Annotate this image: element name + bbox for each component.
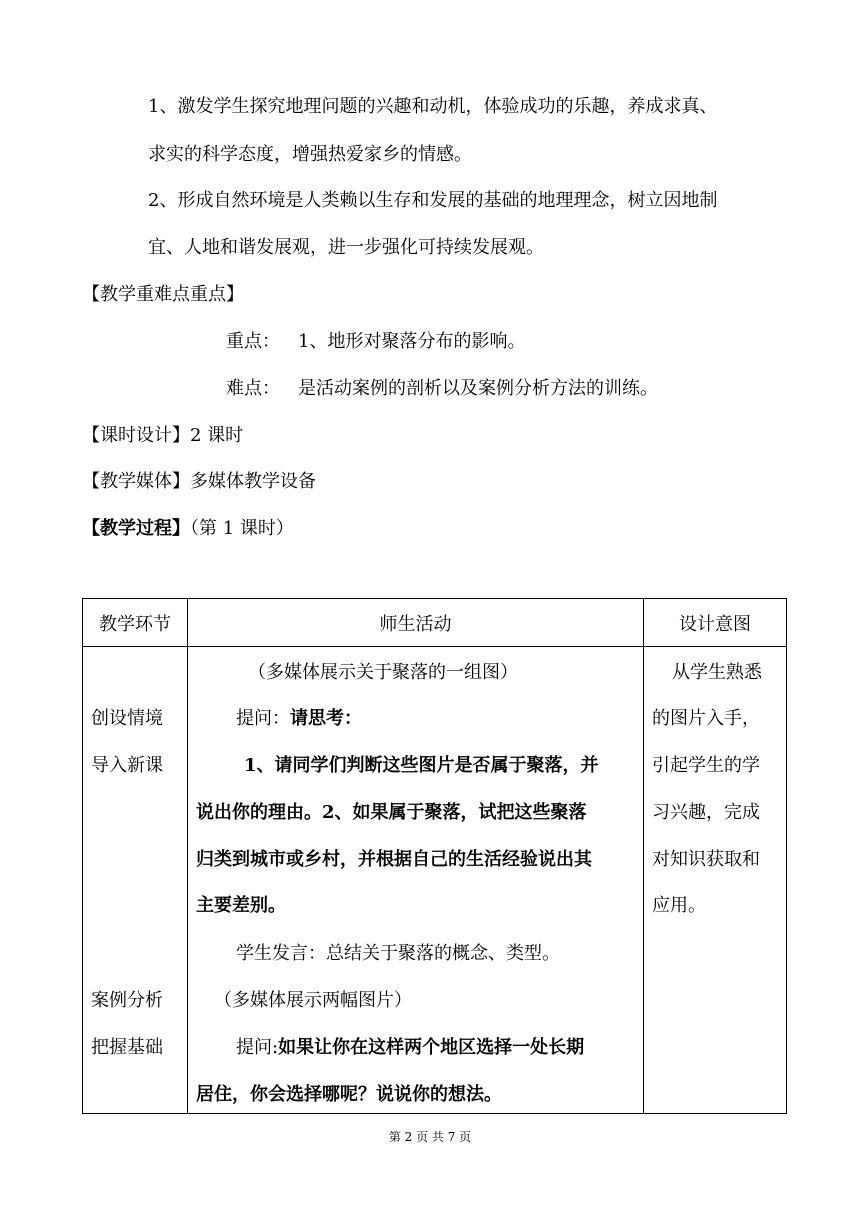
objective-2-line-1: 2、形成自然环境是人类赖以生存和发展的基础的地理理念，树立因地制: [148, 190, 718, 211]
intent-line-2: 的图片入手，: [652, 708, 760, 729]
teaching-media: [82, 470, 316, 494]
key-point-label: 重点：: [226, 331, 280, 352]
objective-1-line-2: 求实的科学态度，增强热爱家乡的情感。: [148, 144, 472, 165]
stage-2-line-2: 把握基础: [91, 1037, 163, 1058]
activity-cell: [188, 647, 644, 1114]
intent-line-1: 从学生熟悉: [672, 662, 762, 683]
intent-line-5: 对知识获取和: [652, 849, 760, 870]
intent-line-6: 应用。: [652, 895, 706, 916]
intent-cell: [644, 647, 787, 1114]
teaching-media-label: 【教学媒体】: [82, 471, 190, 492]
key-point-text: 1、地形对聚落分布的影响。: [298, 331, 526, 352]
activity-line-5: 归类到城市或乡村，并根据自己的生活经验说出其: [196, 849, 592, 870]
intent-line-4: 习兴趣，完成: [652, 802, 760, 823]
stage-1-line-2: 导入新课: [91, 755, 163, 776]
activity-line-9: [236, 1036, 584, 1060]
activity-question2-bold: 如果让你在这样两个地区选择一处长期: [278, 1037, 585, 1058]
teaching-media-value: 多媒体教学设备: [190, 471, 316, 492]
lesson-table: [82, 598, 787, 1114]
class-design-label: 【课时设计】: [82, 425, 190, 446]
difficult-point-label: 难点：: [226, 378, 280, 399]
activity-line-10: 居住，你会选择哪呢？说说你的想法。: [196, 1084, 502, 1105]
activity-line-3: 1、请同学们判断这些图片是否属于聚落，并: [244, 755, 599, 776]
key-points-heading: 【教学重难点重点】: [82, 284, 244, 305]
activity-line-6: 主要差别。: [196, 895, 286, 916]
table-header-row: [83, 599, 787, 647]
activity-question2-label: 提问:: [236, 1037, 279, 1058]
difficult-point-text: 是活动案例的剖析以及案例分析方法的训练。: [298, 378, 658, 399]
objective-1-line-1: 1、激发学生探究地理问题的兴趣和动机，体验成功的乐趣，养成求真、: [148, 96, 718, 117]
activity-line-2: [236, 707, 362, 731]
activity-line-8: （多媒体展示两幅图片）: [214, 990, 412, 1011]
stage-1-line-1: 创设情境: [91, 708, 163, 729]
intent-line-3: 引起学生的学: [652, 755, 760, 776]
page-footer: 第 2 页 共 7 页: [388, 1130, 472, 1144]
stage-2-line-1: 案例分析: [91, 990, 163, 1011]
activity-line-7: 学生发言：总结关于聚落的概念、类型。: [236, 943, 560, 964]
objective-2-line-2: 宜、人地和谐发展观，进一步强化可持续发展观。: [148, 237, 544, 258]
activity-line-4: 说出你的理由。2、如果属于聚落，试把这些聚落: [196, 802, 587, 823]
teaching-process: [82, 517, 294, 541]
header-activity: 师生活动: [188, 599, 644, 647]
activity-question-label: 提问：: [236, 708, 290, 729]
stage-cell: [83, 647, 188, 1114]
class-design: [82, 424, 243, 448]
header-intent: 设计意图: [644, 599, 787, 647]
activity-line-1: （多媒体展示关于聚落的一组图）: [248, 662, 518, 683]
teaching-process-label: 【教学过程】: [82, 518, 190, 539]
header-stage: 教学环节: [83, 599, 188, 647]
table-row: [83, 647, 787, 1114]
class-design-value: 2 课时: [190, 425, 244, 446]
activity-question-bold: 请思考：: [290, 708, 362, 729]
teaching-process-value: （第 1 课时）: [190, 518, 294, 539]
